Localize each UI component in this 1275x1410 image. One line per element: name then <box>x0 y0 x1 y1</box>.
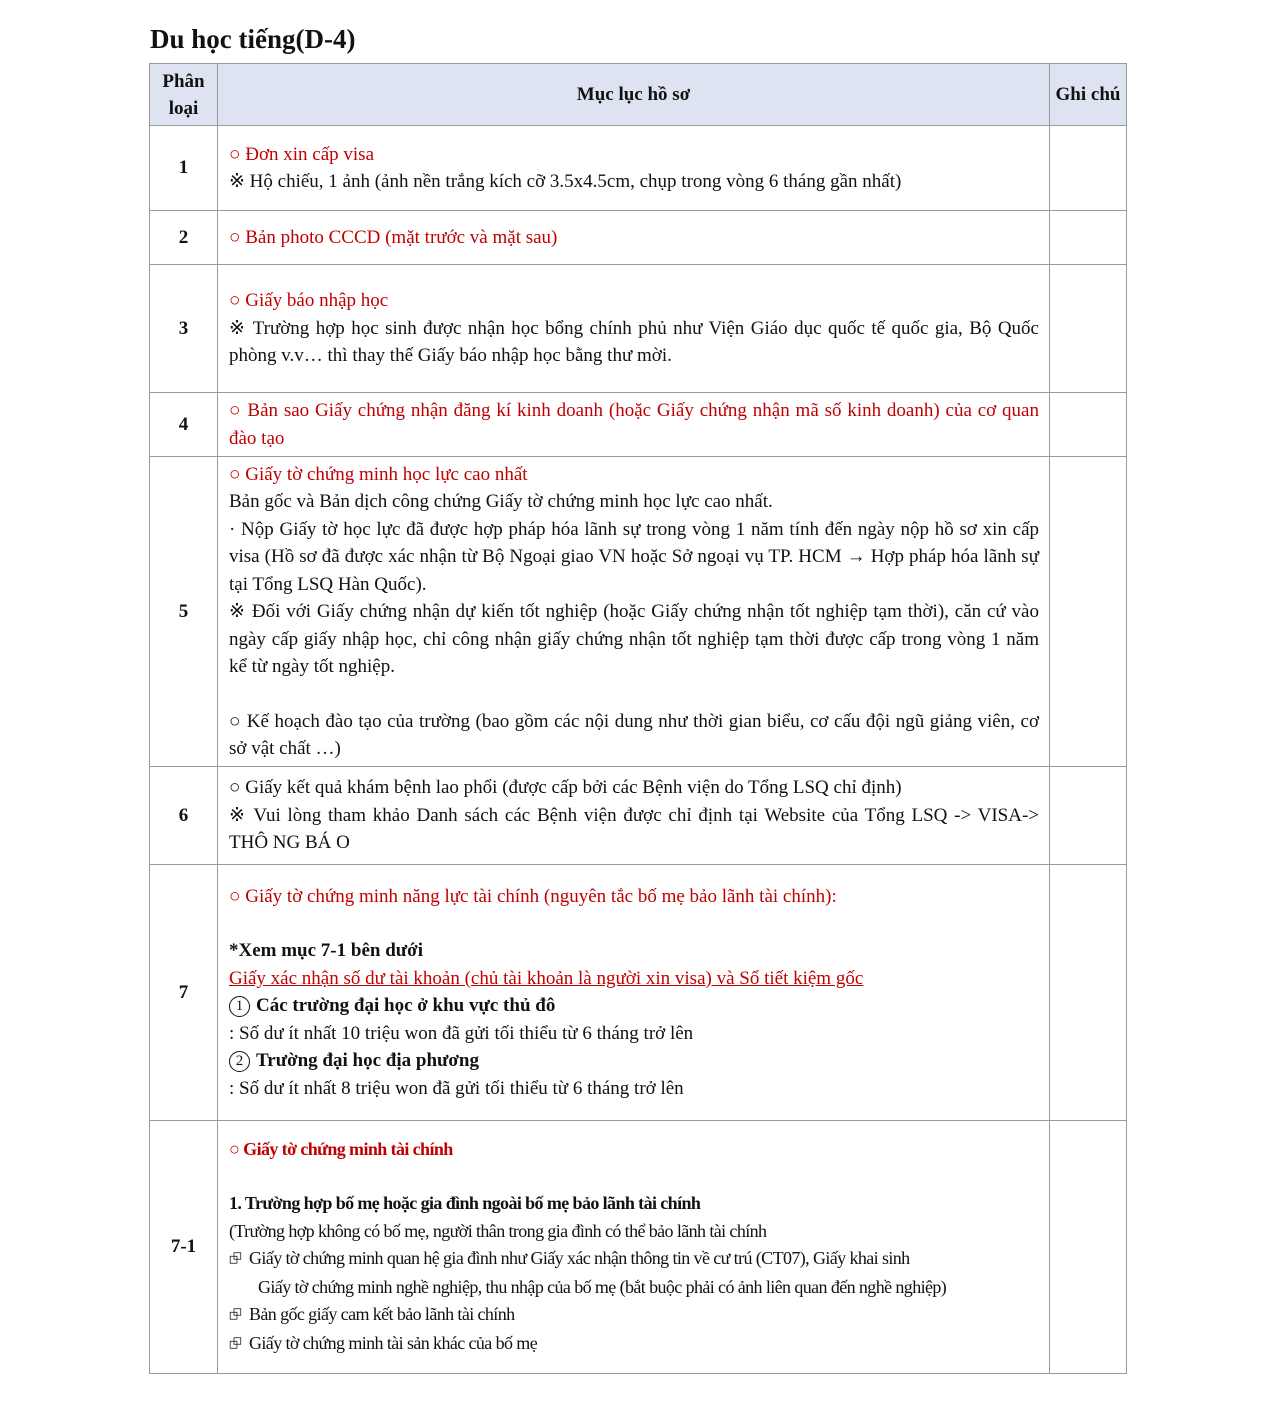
item-title: ○ Giấy tờ chứng minh tài chính <box>229 1138 453 1159</box>
row-note-cell <box>1050 865 1127 1121</box>
criteria-text: : Số dư ít nhất 10 triệu won đã gửi tối thiểu từ 6 tháng trở lên <box>229 1022 694 1044</box>
row-content <box>218 211 1050 265</box>
row-content <box>218 126 1050 211</box>
row-note-cell <box>1050 1121 1127 1374</box>
case-heading: 1. Trường hợp bố mẹ hoặc gia đình ngoài bố mẹ bảo lãnh tài chính <box>229 1193 701 1214</box>
blank-line <box>229 681 1039 708</box>
header-notes: Ghi chú <box>1050 64 1127 126</box>
item-text: Bản gốc và Bản dịch công chứng Giấy tờ chứng minh học lực cao nhất. <box>229 491 773 512</box>
page-title: Du học tiếng(D-4) <box>150 24 356 54</box>
list-item: ⮺ Bản gốc giấy cam kết bảo lãnh tài chính <box>229 1301 1039 1330</box>
row-category: 2 <box>150 211 218 265</box>
row-content <box>218 457 1050 767</box>
row-category: 6 <box>150 767 218 865</box>
header-contents: Mục lục hồ sơ <box>218 64 1050 126</box>
row-category: 7 <box>150 865 218 1121</box>
row-note-cell <box>1050 457 1127 767</box>
checkbox-icon: ⮺ <box>229 1335 242 1353</box>
row-category: 4 <box>150 393 218 457</box>
criteria-heading: 1 Các trường đại học ở khu vực thủ đô <box>229 992 1039 1020</box>
table-row <box>150 457 1127 767</box>
circled-number-1: 1 <box>229 996 250 1017</box>
checkbox-icon: ⮺ <box>229 1307 242 1325</box>
table-row <box>150 393 1127 457</box>
checkbox-icon: ⮺ <box>229 1251 242 1269</box>
case-note: (Trường hợp không có bố mẹ, người thân trong gia đình có thể bảo lãnh tài chính <box>229 1220 767 1241</box>
row-category: 1 <box>150 126 218 211</box>
table-row <box>150 211 1127 265</box>
row-note-cell <box>1050 265 1127 393</box>
item-title: ○ Bản photo CCCD (mặt trước và mặt sau) <box>229 226 558 248</box>
row-category: 5 <box>150 457 218 767</box>
table-header-row <box>150 64 1127 126</box>
circled-number-2: 2 <box>229 1051 250 1072</box>
table-row <box>150 126 1127 211</box>
item-note: ※ Hộ chiếu, 1 ảnh (ảnh nền trắng kích cỡ 3.5x4.5cm, chụp trong vòng 6 tháng gần nhất) <box>229 171 902 192</box>
header-category: Phân loại <box>150 64 218 126</box>
item-title: ○ Đơn xin cấp visa <box>229 143 374 165</box>
document-table <box>149 63 1127 1374</box>
row-content <box>218 865 1050 1121</box>
item-note: ※ Đối với Giấy chứng nhận dự kiến tốt nghiệp (hoặc Giấy chứng nhận tốt nghiệp tạm thời), căn cứ vào ngày cấp giấy nhập học, chỉ công nhận giấy chứng nhận tốt nghiệp tạm thời được cấp trong vòng 1 năm kể từ ngày tốt nghiệp. <box>229 601 1039 677</box>
criteria-heading: 2 Trường đại học địa phương <box>229 1047 1039 1075</box>
list-item-continuation: Giấy tờ chứng minh nghề nghiệp, thu nhập của bố mẹ (bắt buộc phải có ảnh liên quan đến nghề nghiệp) <box>258 1276 947 1297</box>
row-note-cell <box>1050 767 1127 865</box>
item-text: ○ Giấy kết quả khám bệnh lao phổi (được cấp bởi các Bệnh viện do Tổng LSQ chỉ định) <box>229 777 902 799</box>
row-content <box>218 265 1050 393</box>
item-text: · Nộp Giấy tờ học lực đã được hợp pháp hóa lãnh sự trong vòng 1 năm tính đến ngày nộp hồ sơ xin cấp visa (Hồ sơ đã được xác nhận từ Bộ Ngoại giao VN hoặc Sở ngoại vụ TP. HCM → Hợp pháp hóa lãnh sự tại Tổng LSQ Hàn Quốc). <box>229 518 1039 595</box>
row-category: 3 <box>150 265 218 393</box>
list-item: ⮺ Giấy tờ chứng minh quan hệ gia đình như Giấy xác nhận thông tin về cư trú (CT07), Giấy khai sinh <box>229 1245 1039 1274</box>
row-content <box>218 393 1050 457</box>
table-row <box>150 767 1127 865</box>
item-title: ○ Giấy tờ chứng minh học lực cao nhất <box>229 463 528 485</box>
blank-line <box>229 910 1039 937</box>
row-content <box>218 1121 1050 1374</box>
see-below-note: *Xem mục 7-1 bên dưới <box>229 940 423 962</box>
blank-line <box>229 1163 1039 1190</box>
row-note-cell <box>1050 126 1127 211</box>
item-note: ※ Trường hợp học sinh được nhận học bổng chính phủ như Viện Giáo dục quốc tế quốc gia, Bộ Quốc phòng v.v… thì thay thế Giấy báo nhập học bằng thư mời. <box>229 317 1039 367</box>
table-row <box>150 1121 1127 1374</box>
item-note: ※ Vui lòng tham khảo Danh sách các Bệnh viện được chỉ định tại Website của Tổng LSQ -> VISA-> THÔ NG BÁ O <box>229 804 1039 854</box>
bank-balance-requirement: Giấy xác nhận số dư tài khoản (chủ tài khoản là người xin visa) và Sổ tiết kiệm gốc <box>229 967 864 989</box>
row-category: 7-1 <box>150 1121 218 1374</box>
item-title: ○ Giấy tờ chứng minh năng lực tài chính (nguyên tắc bố mẹ bảo lãnh tài chính): <box>229 885 837 907</box>
item-title: ○ Giấy báo nhập học <box>229 290 389 312</box>
table-row <box>150 865 1127 1121</box>
list-item: ⮺ Giấy tờ chứng minh tài sản khác của bố mẹ <box>229 1330 1039 1359</box>
row-note-cell <box>1050 393 1127 457</box>
row-content <box>218 767 1050 865</box>
row-note-cell <box>1050 211 1127 265</box>
item-title: ○ Bản sao Giấy chứng nhận đăng kí kinh doanh (hoặc Giấy chứng nhận mã số kinh doanh) của cơ quan đào tạo <box>229 400 1039 449</box>
table-row <box>150 265 1127 393</box>
criteria-text: : Số dư ít nhất 8 triệu won đã gửi tối thiểu từ 6 tháng trở lên <box>229 1077 684 1099</box>
item-text: ○ Kế hoạch đào tạo của trường (bao gồm các nội dung như thời gian biểu, cơ cấu đội ngũ giảng viên, cơ sở vật chất …) <box>229 710 1039 759</box>
